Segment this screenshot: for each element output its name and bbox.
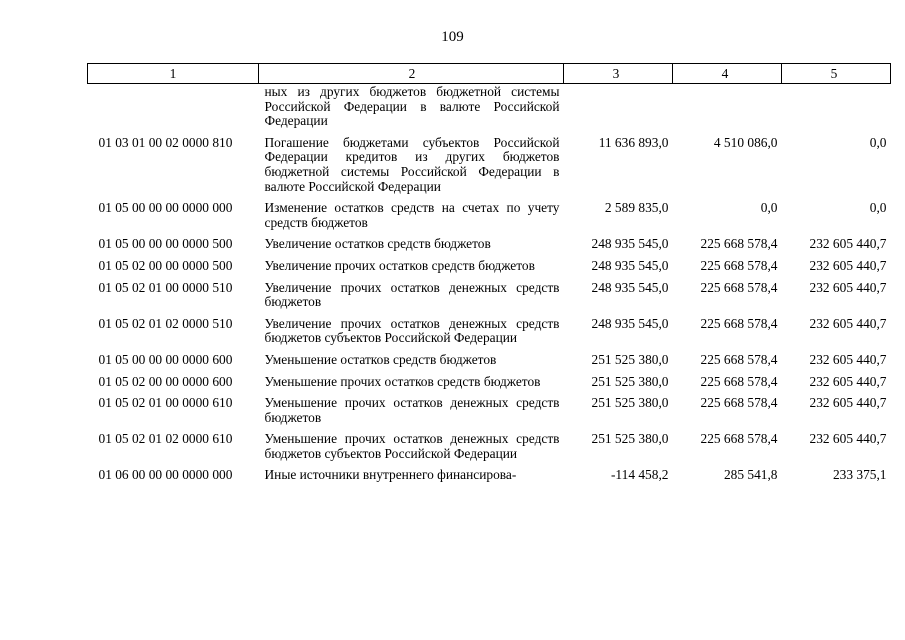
page-number: 109 [441, 29, 464, 45]
row-value-3: 2 589 835,0 [604, 200, 669, 216]
table-row [88, 353, 891, 375]
row-value-3 [564, 84, 673, 136]
row-value-3: -114 458,2 [610, 467, 669, 483]
table-row [88, 237, 891, 259]
row-value-5: 233 375,1 [832, 467, 887, 483]
row-name: Уменьшение прочих остатков денежных средств бюджетов субъектов Российской Федерации [264, 431, 560, 461]
row-value-5: 232 605 440,7 [809, 351, 887, 367]
row-value-4: 4 510 086,0 [713, 134, 778, 150]
row-value-3: 251 525 380,0 [591, 373, 669, 389]
row-value-3: 251 525 380,0 [591, 351, 669, 367]
row-name: Погашение бюджетами субъектов Российской Федерации кредитов из других бюджетов бюджетной системы Российской Федерации в валюте Российской Федерации [264, 134, 560, 194]
budget-sources-table [87, 63, 891, 483]
row-code [88, 84, 259, 136]
row-code: 01 06 00 00 00 0000 000 [98, 467, 233, 483]
row-code: 01 05 02 01 02 0000 510 [98, 315, 233, 331]
row-value-4: 0,0 [760, 200, 778, 216]
row-code: 01 05 00 00 00 0000 000 [98, 200, 233, 216]
row-value-4: 225 668 578,4 [700, 279, 778, 295]
row-code: 01 05 02 00 00 0000 600 [98, 373, 233, 389]
row-value-4: 225 668 578,4 [700, 373, 778, 389]
row-value-3: 248 935 545,0 [591, 315, 669, 331]
row-value-3: 251 525 380,0 [591, 395, 669, 411]
row-value-3: 248 935 545,0 [591, 279, 669, 295]
row-name: Изменение остатков средств на счетах по учету средств бюджетов [264, 200, 560, 230]
table-row [88, 201, 891, 237]
row-value-4: 225 668 578,4 [700, 236, 778, 252]
column-header-2: 2 [259, 64, 564, 84]
row-name: Иные источники внутреннего финансирова- [264, 467, 517, 483]
row-value-5: 0,0 [869, 200, 887, 216]
row-name: Уменьшение остатков средств бюджетов [264, 351, 497, 367]
row-value-5: 232 605 440,7 [809, 373, 887, 389]
table-header-row [88, 64, 891, 84]
row-value-4: 225 668 578,4 [700, 315, 778, 331]
table-row [88, 396, 891, 432]
row-value-5: 232 605 440,7 [809, 315, 887, 331]
row-code: 01 05 02 01 00 0000 610 [98, 395, 233, 411]
row-value-5: 232 605 440,7 [809, 279, 887, 295]
row-name: Увеличение остатков средств бюджетов [264, 236, 491, 252]
row-name: Увеличение прочих остатков денежных средств бюджетов субъектов Российской Федерации [264, 315, 560, 346]
row-code: 01 05 02 01 02 0000 610 [98, 431, 233, 447]
row-code: 01 05 00 00 00 0000 600 [98, 351, 233, 367]
column-header-3: 3 [564, 64, 673, 84]
row-value-3: 248 935 545,0 [591, 236, 669, 252]
row-value-5: 232 605 440,7 [809, 236, 887, 252]
table-row [88, 317, 891, 353]
row-value-3: 251 525 380,0 [591, 431, 669, 447]
table-row [88, 136, 891, 201]
row-value-3: 248 935 545,0 [591, 257, 669, 273]
column-header-4: 4 [673, 64, 782, 84]
table-row [88, 259, 891, 281]
table-row [88, 375, 891, 397]
row-value-4: 225 668 578,4 [700, 431, 778, 447]
row-value-4: 285 541,8 [723, 467, 778, 483]
row-value-5: 0,0 [869, 134, 887, 150]
row-value-5 [782, 84, 891, 136]
table-row [88, 432, 891, 468]
row-code: 01 05 02 00 00 0000 500 [98, 257, 233, 273]
row-name: Уменьшение прочих остатков средств бюджетов [264, 373, 541, 389]
row-code: 01 03 01 00 02 0000 810 [98, 134, 233, 150]
row-name: Увеличение прочих остатков средств бюджетов [264, 257, 535, 273]
row-name: Увеличение прочих остатков денежных средств бюджетов [264, 279, 560, 310]
table-row [88, 281, 891, 317]
table-row [88, 84, 891, 136]
row-name: ных из других бюджетов бюджетной системы Российской Федерации в валюте Российской Федерации [264, 84, 560, 129]
row-code: 01 05 00 00 00 0000 500 [98, 236, 233, 252]
row-value-4 [673, 84, 782, 136]
column-header-5: 5 [782, 64, 891, 84]
row-value-5: 232 605 440,7 [809, 395, 887, 411]
column-header-1: 1 [88, 64, 259, 84]
row-value-3: 11 636 893,0 [598, 134, 669, 150]
row-value-5: 232 605 440,7 [809, 257, 887, 273]
row-name: Уменьшение прочих остатков денежных средств бюджетов [264, 395, 560, 425]
row-value-4: 225 668 578,4 [700, 257, 778, 273]
row-value-4: 225 668 578,4 [700, 351, 778, 367]
row-value-5: 232 605 440,7 [809, 431, 887, 447]
row-value-4: 225 668 578,4 [700, 395, 778, 411]
table-row [88, 468, 891, 483]
row-code: 01 05 02 01 00 0000 510 [98, 279, 233, 295]
